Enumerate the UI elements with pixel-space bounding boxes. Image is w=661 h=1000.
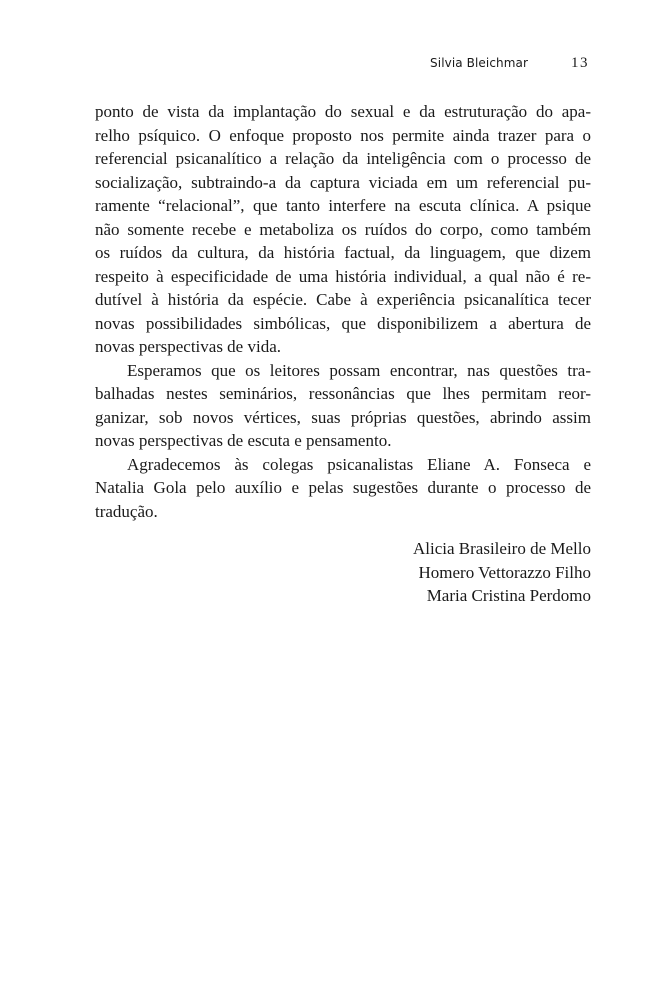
- running-head: [0, 56, 661, 76]
- text-line: Esperamos que os leitores possam encontrar, nas questões tra-: [127, 360, 591, 380]
- text-line: ganizar, sob novos vértices, suas próprias questões, abrindo assim: [95, 407, 591, 427]
- signature-name: Homero Vettorazzo Filho: [418, 562, 591, 582]
- text-line: relho psíquico. O enfoque proposto nos permite ainda trazer para o: [95, 125, 591, 145]
- signature-name: Maria Cristina Perdomo: [426, 586, 591, 605]
- body-text: [95, 100, 591, 523]
- text-line: tradução.: [95, 501, 158, 521]
- text-line: referencial psicanalítico a relação da inteligência com o processo de: [95, 149, 591, 168]
- text-line: ramente “relacional”, que tanto interfere na escuta clínica. A psique: [95, 196, 591, 215]
- text-line: balhadas nestes seminários, ressonâncias que lhes permitam reor-: [95, 384, 591, 403]
- text-line: dutível à história da espécie. Cabe à experiência psicanalítica tecer: [95, 290, 591, 309]
- text-line: novas perspectivas de vida.: [95, 337, 281, 356]
- paragraph: [95, 100, 591, 359]
- text-line: Agradecemos às colegas psicanalistas Eliane A. Fonseca e: [127, 454, 591, 474]
- paragraph: [95, 453, 591, 524]
- page-number: 13: [571, 55, 589, 71]
- text-line: novas perspectivas de escuta e pensamento.: [95, 431, 392, 450]
- text-line: não somente recebe e metaboliza os ruídos do corpo, como também: [95, 219, 591, 239]
- signature-name: Alicia Brasileiro de Mello: [413, 539, 591, 558]
- signature-block: [413, 537, 591, 608]
- paragraph: [95, 359, 591, 453]
- text-line: novas possibilidades simbólicas, que disponibilizem a abertura de: [95, 313, 591, 333]
- text-line: ponto de vista da implantação do sexual e da estruturação do apa-: [95, 102, 591, 121]
- text-line: Natalia Gola pelo auxílio e pelas sugestões durante o processo de: [95, 478, 591, 497]
- text-line: socialização, subtraindo-a da captura viciada em um referencial pu-: [95, 172, 591, 192]
- text-line: os ruídos da cultura, da história factual, da linguagem, que dizem: [95, 243, 591, 262]
- text-line: respeito à especificidade de uma história individual, a qual não é re-: [95, 266, 591, 286]
- running-head-author: Silvia Bleichmar: [430, 56, 528, 70]
